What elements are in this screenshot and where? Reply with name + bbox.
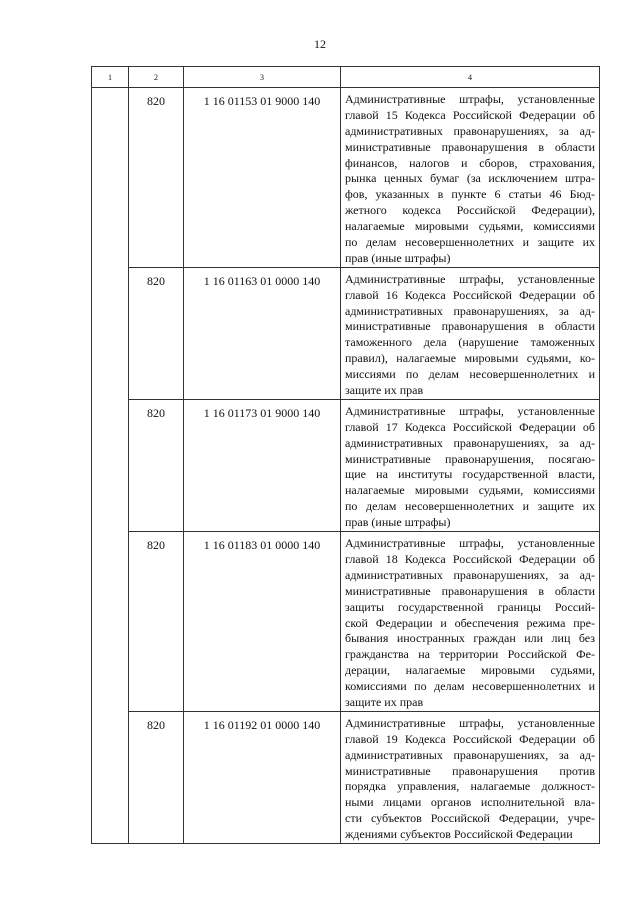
description-line: министративные правонарушения в области: [345, 139, 595, 154]
description-line: финансов, налогов и сборов, страхования,: [345, 155, 595, 170]
description-line: защиты государственной границы Россий-: [345, 599, 595, 614]
description-line: щие на институты государственной власти,: [345, 467, 595, 482]
description-line: Административные штрафы, установленные: [345, 403, 595, 418]
description-cell: [341, 532, 600, 712]
empty-column-1-cell: [92, 88, 129, 844]
table-row: [92, 399, 600, 531]
description-line: налагаемые мировыми судьями, комиссиями: [345, 219, 595, 234]
admin-code-cell: 820: [129, 532, 184, 712]
description-line: Административные штрафы, установленные: [345, 536, 595, 551]
description-line: гражданства на территории Российской Фе-: [345, 647, 595, 662]
description-line: административных правонарушениях, за ад-: [345, 567, 595, 582]
admin-code-cell: 820: [129, 399, 184, 531]
admin-code-cell: 820: [129, 267, 184, 399]
description-line: прав (иные штрафы): [345, 515, 451, 530]
kbk-code-cell: 1 16 01153 01 9000 140: [184, 88, 341, 268]
description-line: рынка ценных бумаг (за исключением штра-: [345, 171, 595, 186]
description-line: ской Федерации и обеспечения режима пре-: [345, 615, 595, 630]
description-line: дерации, налагаемые мировыми судьями,: [345, 663, 595, 678]
description-line: министративные правонарушения в области: [345, 319, 595, 334]
description-line: главой 18 Кодекса Российской Федерации об: [345, 551, 595, 566]
description-line: налагаемые мировыми судьями, комиссиями: [345, 483, 595, 498]
column-number: 3: [184, 67, 341, 88]
description-line: защите их прав: [345, 694, 424, 709]
table-row: [92, 532, 600, 712]
description-line: административных правонарушениях, за ад-: [345, 747, 595, 762]
kbk-code-cell: 1 16 01173 01 9000 140: [184, 399, 341, 531]
description-line: ными лицами органов исполнительной вла-: [345, 795, 595, 810]
description-cell: [341, 88, 600, 268]
kbk-code-cell: 1 16 01192 01 0000 140: [184, 711, 341, 843]
description-cell: [341, 711, 600, 843]
description-cell: [341, 399, 600, 531]
kbk-code-cell: 1 16 01183 01 0000 140: [184, 532, 341, 712]
description-line: министративные правонарушения, посягаю-: [345, 451, 595, 466]
description-line: министративные правонарушения в области: [345, 583, 595, 598]
column-number-row: [92, 67, 600, 88]
column-number: 4: [341, 67, 600, 88]
description-line: защите их прав: [345, 383, 424, 398]
table-row: [92, 711, 600, 843]
description-line: главой 19 Кодекса Российской Федерации об: [345, 731, 595, 746]
description-line: по делам несовершеннолетних и защите их: [345, 235, 595, 250]
table-row: [92, 88, 600, 268]
description-line: Административные штрафы, установленные: [345, 92, 595, 106]
description-line: главой 17 Кодекса Российской Федерации об: [345, 419, 595, 434]
description-line: таможенного дела (нарушение таможенных: [345, 335, 595, 350]
description-line: министративные правонарушения против: [345, 763, 595, 778]
description-line: бывания иностранных граждан или лиц без: [345, 631, 595, 646]
description-line: миссиями по делам несовершеннолетних и: [345, 367, 595, 382]
description-line: по делам несовершеннолетних и защите их: [345, 499, 595, 514]
description-line: административных правонарушениях, за ад-: [345, 123, 595, 138]
admin-code-cell: 820: [129, 88, 184, 268]
description-line: жетного кодекса Российской Федерации),: [345, 203, 595, 218]
description-line: Административные штрафы, установленные: [345, 715, 595, 730]
kbk-code-cell: 1 16 01163 01 0000 140: [184, 267, 341, 399]
description-cell: [341, 267, 600, 399]
admin-code-cell: 820: [129, 711, 184, 843]
description-line: главой 15 Кодекса Российской Федерации об: [345, 107, 595, 122]
column-number: 2: [129, 67, 184, 88]
description-line: порядка управления, налагаемые должност-: [345, 779, 595, 794]
page-number: 12: [314, 37, 326, 51]
description-line: комиссиями по делам несовершеннолетних и: [345, 679, 595, 694]
description-line: правил), налагаемые мировыми судьями, ко-: [345, 351, 595, 366]
description-line: административных правонарушениях, за ад-: [345, 303, 595, 318]
column-number: 1: [92, 67, 129, 88]
description-line: фов, указанных в пункте 6 статьи 46 Бюд-: [345, 187, 595, 202]
description-line: главой 16 Кодекса Российской Федерации об: [345, 287, 595, 302]
description-line: Административные штрафы, установленные: [345, 271, 595, 286]
description-line: административных правонарушениях, за ад-: [345, 435, 595, 450]
description-line: ждениями субъектов Российской Федерации: [345, 827, 573, 842]
description-line: прав (иные штрафы): [345, 250, 451, 265]
table-row: [92, 267, 600, 399]
description-line: сти субъектов Российской Федерации, учре-: [345, 811, 595, 826]
budget-classification-table: [91, 66, 600, 844]
